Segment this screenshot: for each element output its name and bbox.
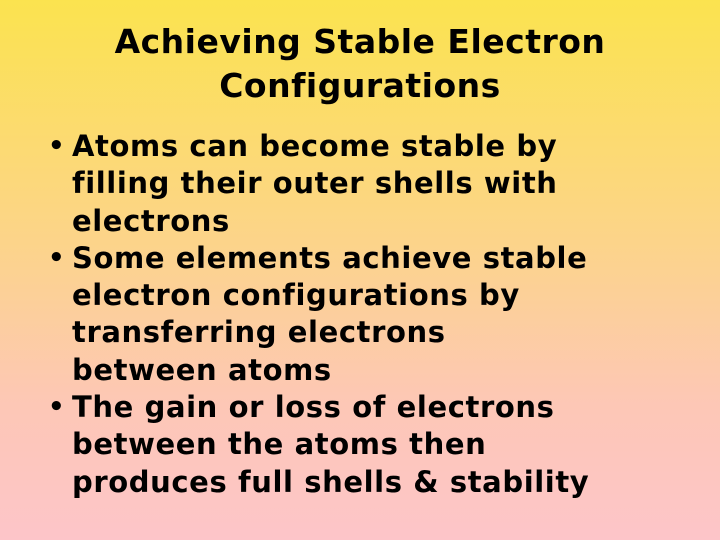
bullet-text-line: Some elements achieve stable	[72, 240, 588, 275]
title-line-2: Configurations	[219, 66, 501, 105]
bullet-item-gain-or-loss	[48, 389, 716, 501]
bullet-text-line: filling their outer shells with	[72, 166, 558, 201]
bullet-list	[48, 128, 716, 501]
title-line-1: Achieving Stable Electron	[114, 22, 606, 61]
bullet-text-line: produces full shells & stability	[72, 464, 590, 499]
bullet-item-transferring-electrons	[48, 240, 716, 389]
bullet-dot-icon: •	[48, 242, 66, 273]
bullet-text-line: The gain or loss of electrons	[72, 390, 555, 425]
bullet-item-atoms-stable	[48, 128, 716, 240]
bullet-text-line: electron configurations by	[72, 278, 520, 313]
bullet-dot-icon: •	[48, 131, 66, 161]
bullet-dot-icon: •	[48, 392, 66, 423]
bullet-text-line: electrons	[72, 203, 230, 238]
bullet-text-line: between the atoms then	[72, 427, 487, 462]
bullet-text-line: transferring electrons	[72, 315, 446, 350]
slide-title	[0, 20, 720, 108]
bullet-text-line: between atoms	[72, 352, 332, 387]
bullet-text-line: Atoms can become stable by	[72, 129, 558, 163]
